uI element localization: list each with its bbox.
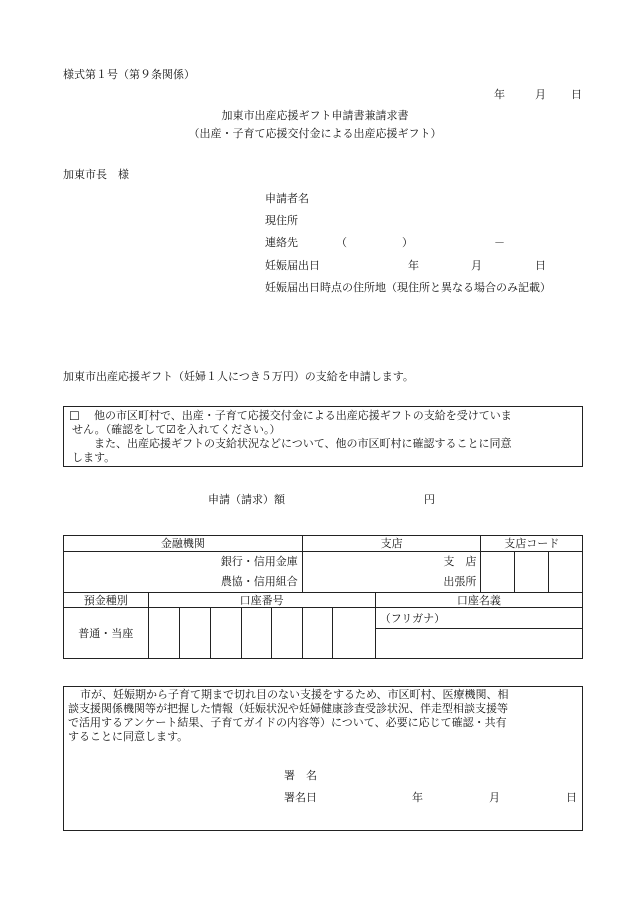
consent2-line1: 市が、妊娠期から子育て期まで切れ目のない支援をするため、市区町村、医療機関、相 bbox=[80, 688, 509, 701]
sign-date-year: 年 bbox=[412, 791, 423, 804]
applicant-address-label: 現住所 bbox=[265, 214, 298, 227]
sign-date-label: 署名日 bbox=[284, 791, 317, 804]
account-digit-7[interactable] bbox=[333, 608, 375, 659]
branch-code-digit-3[interactable] bbox=[549, 552, 583, 593]
bank-type-option-2: 農協・信用組合 bbox=[220, 575, 298, 588]
consent2-line3: で活用するアンケート結果、子育てガイドの内容等）について、必要に応じて確認・共有 bbox=[68, 716, 507, 729]
deposit-type-value[interactable]: 普通・当座 bbox=[64, 608, 149, 659]
document-title: 加東市出産応援ギフト申請書兼請求書 bbox=[221, 109, 409, 122]
contact-open-paren: （ bbox=[336, 236, 347, 249]
document-subtitle: （出産・子育て応援交付金による出産応援ギフト） bbox=[188, 127, 442, 140]
applicant-contact-label: 連絡先 bbox=[265, 236, 298, 249]
amount-unit: 円 bbox=[424, 493, 435, 506]
pregnancy-year-label: 年 bbox=[408, 259, 419, 272]
account-digit-5[interactable] bbox=[272, 608, 303, 659]
bank-account-table bbox=[63, 535, 583, 659]
date-day-label: 日 bbox=[571, 88, 582, 101]
branch-suffix-2: 出張所 bbox=[443, 575, 477, 588]
furigana-field[interactable]: （フリガナ） bbox=[375, 608, 582, 629]
account-digit-4[interactable] bbox=[241, 608, 272, 659]
pregnancy-address-label: 妊娠届出日時点の住所地（現住所と異なる場合のみ記載） bbox=[265, 281, 551, 294]
contact-dash: － bbox=[494, 236, 505, 249]
account-digit-2[interactable] bbox=[180, 608, 211, 659]
consent-box-information-sharing bbox=[63, 686, 583, 831]
account-name-field[interactable] bbox=[375, 629, 582, 659]
branch-name-cell[interactable] bbox=[302, 552, 481, 593]
contact-close-paren: ） bbox=[402, 236, 413, 249]
consent1-line3: また、出産応援ギフトの支給状況などについて、他の市区町村に確認することに同意 bbox=[94, 437, 512, 450]
header-deposit-type: 預金種別 bbox=[64, 593, 149, 608]
consent1-line2: せん。（確認をして☑を入れてください。） bbox=[72, 423, 281, 436]
sign-date-day: 日 bbox=[566, 791, 577, 804]
bank-type-cell[interactable] bbox=[64, 552, 303, 593]
consent-box-other-municipality bbox=[63, 406, 583, 467]
header-account-number: 口座番号 bbox=[148, 593, 375, 608]
applicant-name-label: 申請者名 bbox=[265, 192, 309, 205]
consent2-line2: 談支援関係機関等が把握した情報（妊娠状況や妊婦健康診査受診状況、伴走型相談支援等 bbox=[68, 702, 508, 715]
pregnancy-date-label: 妊娠届出日 bbox=[265, 259, 320, 272]
header-branch-code: 支店コード bbox=[481, 536, 583, 552]
consent2-line4: することに同意します。 bbox=[68, 730, 189, 743]
account-digit-1[interactable] bbox=[148, 608, 180, 659]
addressee: 加東市長 様 bbox=[63, 168, 129, 181]
amount-label: 申請（請求）額 bbox=[208, 493, 285, 506]
account-digit-6[interactable] bbox=[302, 608, 333, 659]
pregnancy-month-label: 月 bbox=[471, 259, 482, 272]
date-year-label: 年 bbox=[494, 88, 505, 101]
application-statement: 加東市出産応援ギフト（妊婦１人につき５万円）の支給を申請します。 bbox=[63, 370, 414, 383]
header-branch: 支店 bbox=[302, 536, 481, 552]
account-digit-3[interactable] bbox=[210, 608, 241, 659]
bank-type-option-1: 銀行・信用金庫 bbox=[220, 555, 298, 568]
date-month-label: 月 bbox=[535, 88, 546, 101]
consent1-line4: します。 bbox=[72, 451, 116, 464]
consent-checkbox[interactable]: ☐ bbox=[69, 409, 80, 423]
header-account-name: 口座名義 bbox=[375, 593, 582, 608]
pregnancy-day-label: 日 bbox=[535, 259, 546, 272]
branch-suffix-1: 支 店 bbox=[443, 555, 477, 568]
branch-code-digit-2[interactable] bbox=[515, 552, 549, 593]
sign-date-month: 月 bbox=[489, 791, 500, 804]
branch-code-digit-1[interactable] bbox=[481, 552, 515, 593]
consent1-line1: 他の市区町村で、出産・子育て応援交付金による出産応援ギフトの支給を受けていま bbox=[94, 409, 512, 422]
form-number: 様式第１号（第９条関係） bbox=[63, 68, 195, 81]
header-financial-institution: 金融機関 bbox=[64, 536, 303, 552]
signature-label: 署 名 bbox=[284, 769, 317, 782]
